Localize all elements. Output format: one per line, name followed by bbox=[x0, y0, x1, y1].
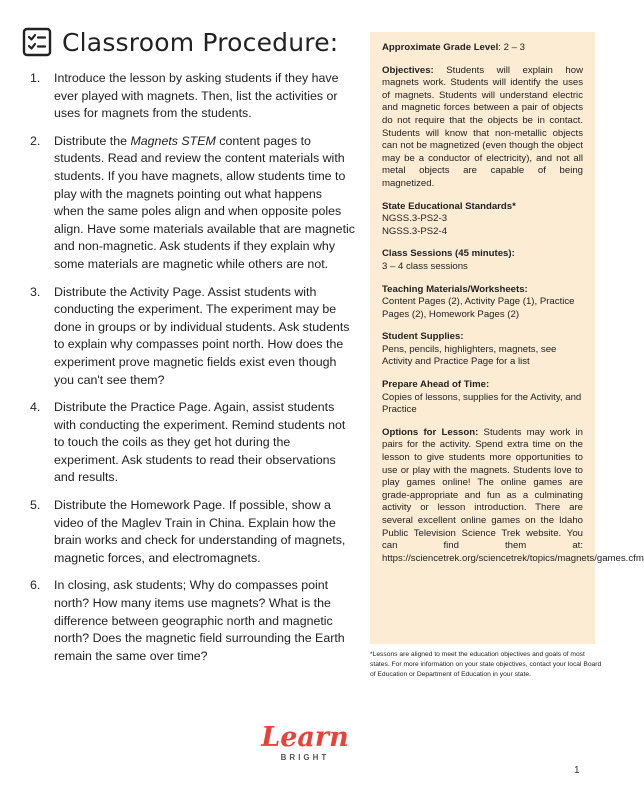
objectives-text: Students will explain how magnets work. Students will identify the uses of magnets. Students will understand electric and magnetic forces between a pair of objects do not require that the objects be in contact. Students will know that non-metallic objects can not be magnetized (even though the object may be a conductor of electricity), and not all metal objects are capable of being magnetized. bbox=[382, 64, 583, 189]
logo-subtitle: BRIGHT bbox=[280, 753, 330, 762]
list-item bbox=[30, 497, 355, 567]
standard-item: NGSS.3-PS2-4 bbox=[382, 225, 448, 237]
learn-bright-logo bbox=[252, 724, 358, 762]
sessions-section bbox=[382, 248, 583, 273]
step-number: 1. bbox=[30, 71, 41, 85]
list-item bbox=[30, 70, 355, 123]
page-title: Classroom Procedure: bbox=[62, 27, 339, 57]
standards-section bbox=[382, 201, 583, 239]
step-text bbox=[54, 133, 355, 274]
list-item bbox=[30, 577, 355, 665]
step-text: Introduce the lesson by asking students if they have ever played with magnets. Then, list the activities or uses for magnets from the students. bbox=[54, 71, 339, 121]
options-label: Options for Lesson: bbox=[382, 426, 479, 438]
logo-wordmark: Learn bbox=[261, 722, 349, 753]
sessions-value: 3 – 4 class sessions bbox=[382, 260, 468, 272]
supplies-section bbox=[382, 331, 583, 369]
list-item bbox=[30, 399, 355, 487]
grade-level-value: : 2 – 3 bbox=[498, 42, 525, 53]
materials-label: Teaching Materials/Worksheets: bbox=[382, 283, 528, 295]
materials-value: Content Pages (2), Activity Page (1), Practice Pages (2), Homework Pages (2) bbox=[382, 296, 575, 320]
step-text-part: content pages to students. Read and review the content materials with students. If you have magnets, allow students time to play with the magnets pointing out what happens when the same poles align and when opposite poles align. Have some materials available that are magnetic and non-magnetic. Ask students if they explain why some materials are magnetic while others are not. bbox=[54, 133, 355, 271]
standards-footnote: *Lessons are aligned to meet the education objectives and goals of most states. For more information on your state objectives, contact your local Board of Education or Department of Education in your state. bbox=[370, 651, 602, 678]
objectives-section bbox=[382, 65, 583, 191]
step-text-part: Distribute the bbox=[54, 133, 131, 148]
checklist-icon bbox=[22, 27, 52, 57]
options-text: Students may work in pairs for the activity. Spend extra time on the lesson to give students more opportunities to use or play with the magnets. Students love to play games online! The online games are grade-appropriate and fun as a culminating activity or lesson introduction. There are several excellent online games on the Idaho Public Television Science Trek website. You can find them at: https://sciencetrek.org/sciencetrek/topics/magnets/games.cfm bbox=[382, 426, 644, 564]
procedure-list bbox=[30, 70, 355, 675]
sessions-label: Class Sessions (45 minutes): bbox=[382, 248, 515, 260]
step-number: 5. bbox=[30, 498, 41, 513]
supplies-label: Student Supplies: bbox=[382, 331, 464, 343]
prepare-value: Copies of lessons, supplies for the Activity, and Practice bbox=[382, 391, 582, 416]
step-number: 4. bbox=[30, 400, 41, 415]
options-section bbox=[382, 426, 644, 566]
step-text: Distribute the Practice Page. Again, assist students with conducting the experiment. Remind students not to touch the coils as they get hot during the experiment. Ask students to read their observations and results. bbox=[54, 400, 346, 485]
grade-level-label: Approximate Grade Level bbox=[382, 42, 499, 53]
list-item bbox=[30, 133, 355, 274]
step-text: Distribute the Homework Page. If possible, show a video of the Maglev Train in China. Explain how the brain works and check for understanding of magnets, magnetic forces, and electromagnets. bbox=[54, 498, 346, 565]
grade-level-section bbox=[382, 42, 583, 55]
prepare-label: Prepare Ahead of Time: bbox=[382, 379, 490, 391]
step-number: 6. bbox=[30, 578, 41, 593]
list-item bbox=[30, 284, 355, 390]
step-number: 2. bbox=[30, 133, 41, 148]
page-number: 1 bbox=[574, 765, 580, 776]
objectives-label: Objectives: bbox=[382, 64, 434, 76]
step-number: 3. bbox=[30, 284, 41, 299]
materials-section bbox=[382, 284, 583, 322]
standards-label: State Educational Standards* bbox=[382, 200, 516, 212]
step-text: Distribute the Activity Page. Assist students with conducting the experiment. The experiment may be done in groups or by individual students. Ask students to explain why compasses point north. How does the experiment prove magnetic fields exist even though you can't see them? bbox=[54, 284, 350, 387]
page-header bbox=[22, 24, 338, 60]
step-text-italic: Magnets STEM bbox=[130, 133, 216, 148]
standard-item: NGSS.3-PS2-3 bbox=[382, 213, 448, 225]
lesson-info-panel bbox=[370, 32, 644, 644]
prepare-section bbox=[382, 379, 583, 417]
supplies-value: Pens, pencils, highlighters, magnets, see Activity and Practice Page for a list bbox=[382, 343, 557, 368]
step-text: In closing, ask students; Why do compasses point north? How many items use magnets? What is the difference between geographic north and magnetic north? Does the magnetic field surrounding the Earth remain the same over time? bbox=[54, 578, 345, 663]
